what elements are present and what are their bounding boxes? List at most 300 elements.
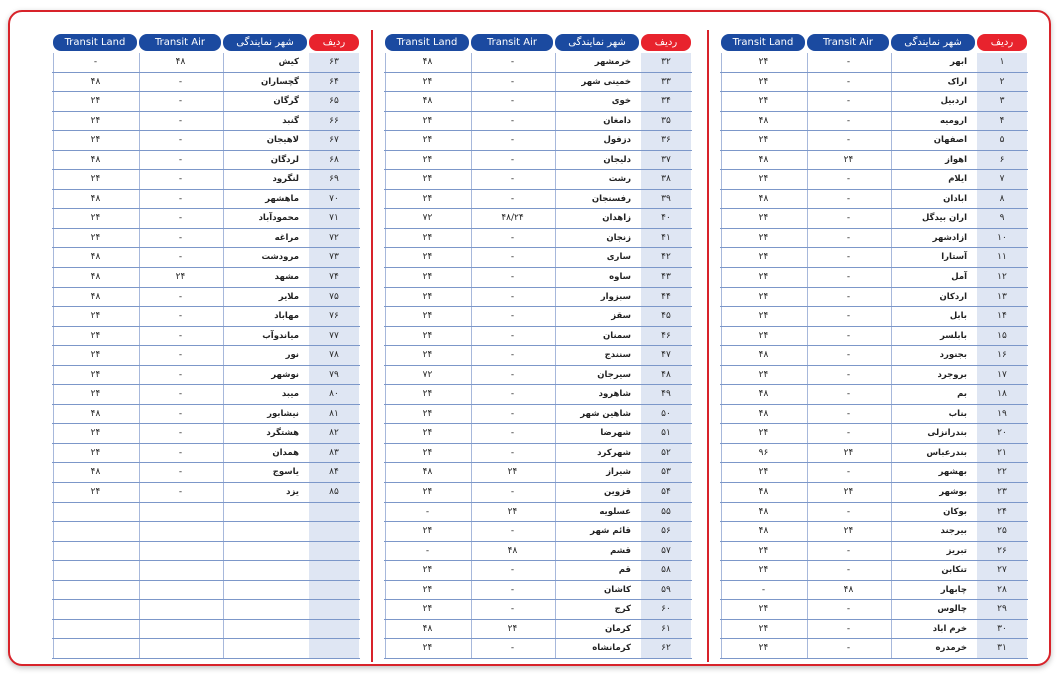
transit-air-value: -: [139, 73, 221, 92]
transit-land-value: ۲۴: [385, 385, 469, 404]
table-row: [384, 288, 692, 308]
row-index: ۵۴: [641, 483, 691, 502]
transit-air-value: ۲۴: [807, 483, 889, 502]
row-index: ۷۸: [309, 346, 359, 365]
city-name: بابل: [891, 307, 975, 326]
table-row: [384, 385, 692, 405]
transit-air-value: [139, 561, 221, 580]
transit-land-value: ۴۸: [721, 503, 805, 522]
row-index: ۷۹: [309, 366, 359, 385]
city-name: اصفهان: [891, 131, 975, 150]
table-row: [384, 503, 692, 523]
city-name: رشت: [555, 170, 639, 189]
transit-land-value: ۲۴: [721, 463, 805, 482]
city-name: آمل: [891, 268, 975, 287]
row-index: ۳۲: [641, 53, 691, 72]
table-row: [52, 112, 360, 132]
transit-land-value: [53, 561, 137, 580]
city-name: محمودآباد: [223, 209, 307, 228]
row-index: ۱۸: [977, 385, 1027, 404]
transit-air-value: -: [139, 92, 221, 111]
transit-air-value: -: [807, 639, 889, 658]
transit-air-value: -: [807, 190, 889, 209]
transit-land-value: ۲۴: [385, 131, 469, 150]
row-index: ۴۷: [641, 346, 691, 365]
table-row: [720, 73, 1028, 93]
table-row: [720, 288, 1028, 308]
table-row: [52, 327, 360, 347]
row-index: ۶۸: [309, 151, 359, 170]
table-frame: [8, 10, 1051, 666]
transit-land-value: [53, 620, 137, 639]
transit-air-value: -: [807, 600, 889, 619]
transit-land-value: ۴۸: [53, 463, 137, 482]
row-index: ۷: [977, 170, 1027, 189]
city-name: سبزوار: [555, 288, 639, 307]
city-name: هشتگرد: [223, 424, 307, 443]
row-index: ۴۹: [641, 385, 691, 404]
city-name: بوکان: [891, 503, 975, 522]
table-row: [720, 346, 1028, 366]
city-name: ارومیه: [891, 112, 975, 131]
transit-air-value: -: [807, 53, 889, 72]
city-name: [223, 639, 307, 658]
table-row: [384, 600, 692, 620]
row-index: ۸۲: [309, 424, 359, 443]
row-index: ۴۱: [641, 229, 691, 248]
transit-air-value: [139, 581, 221, 600]
table-row: [52, 444, 360, 464]
header-index: ردیف: [977, 34, 1027, 51]
city-name: [223, 542, 307, 561]
city-name: ساوه: [555, 268, 639, 287]
transit-air-value: ۲۴: [471, 503, 553, 522]
row-index: [309, 561, 359, 580]
header-city: شهر نمایندگی: [555, 34, 639, 51]
table-row: [384, 73, 692, 93]
transit-land-value: ۲۴: [53, 424, 137, 443]
table-row: [720, 366, 1028, 386]
table-row: [52, 463, 360, 483]
row-index: ۵۹: [641, 581, 691, 600]
city-name: بندرانزلی: [891, 424, 975, 443]
transit-air-value: ۴۸: [807, 581, 889, 600]
table-row: [52, 522, 360, 542]
transit-air-value: -: [471, 600, 553, 619]
transit-land-value: ۴۸: [385, 463, 469, 482]
table-row: [720, 92, 1028, 112]
transit-land-value: ۲۴: [385, 346, 469, 365]
transit-air-value: -: [807, 366, 889, 385]
transit-air-value: -: [139, 209, 221, 228]
city-name: دلیجان: [555, 151, 639, 170]
city-name: همدان: [223, 444, 307, 463]
table-row: [384, 424, 692, 444]
row-index: ۲۰: [977, 424, 1027, 443]
panel-3: [52, 34, 360, 659]
table-row: [52, 483, 360, 503]
transit-air-value: -: [471, 424, 553, 443]
transit-air-value: ۲۴: [471, 463, 553, 482]
transit-land-value: ۲۴: [721, 170, 805, 189]
transit-air-value: ۴۸/۲۴: [471, 209, 553, 228]
table-row: [384, 190, 692, 210]
row-index: ۵۷: [641, 542, 691, 561]
table-row: [720, 561, 1028, 581]
transit-land-value: ۲۴: [53, 483, 137, 502]
row-index: ۸۰: [309, 385, 359, 404]
transit-air-value: -: [807, 385, 889, 404]
table-row: [720, 131, 1028, 151]
city-name: شهرکرد: [555, 444, 639, 463]
row-index: ۲۸: [977, 581, 1027, 600]
row-index: ۵۸: [641, 561, 691, 580]
table-row: [384, 444, 692, 464]
transit-land-value: ۲۴: [385, 248, 469, 267]
row-index: ۸: [977, 190, 1027, 209]
table-row: [720, 424, 1028, 444]
city-name: [223, 581, 307, 600]
table-row: [720, 112, 1028, 132]
table-row: [720, 639, 1028, 659]
city-name: زنجان: [555, 229, 639, 248]
transit-land-value: ۴۸: [53, 248, 137, 267]
row-index: ۳۱: [977, 639, 1027, 658]
transit-air-value: -: [807, 209, 889, 228]
header-index: ردیف: [641, 34, 691, 51]
transit-land-value: ۲۴: [53, 366, 137, 385]
transit-land-value: ۴۸: [53, 405, 137, 424]
transit-air-value: -: [807, 288, 889, 307]
transit-land-value: ۴۸: [721, 405, 805, 424]
row-index: ۱۹: [977, 405, 1027, 424]
city-name: ازادشهر: [891, 229, 975, 248]
transit-air-value: ۲۴: [471, 620, 553, 639]
city-name: سقز: [555, 307, 639, 326]
row-index: ۴۸: [641, 366, 691, 385]
row-index: ۶۰: [641, 600, 691, 619]
transit-land-value: [53, 542, 137, 561]
city-name: بروجرد: [891, 366, 975, 385]
transit-air-value: -: [807, 424, 889, 443]
row-index: ۱۴: [977, 307, 1027, 326]
city-name: لاهیجان: [223, 131, 307, 150]
transit-land-value: ۴۸: [53, 73, 137, 92]
table-row: [52, 503, 360, 523]
transit-land-value: [53, 581, 137, 600]
table-row: [384, 268, 692, 288]
transit-air-value: -: [471, 327, 553, 346]
transit-land-value: ۴۸: [721, 151, 805, 170]
transit-land-value: ۲۴: [385, 73, 469, 92]
transit-air-value: -: [807, 405, 889, 424]
table-row: [52, 229, 360, 249]
transit-land-value: ۲۴: [721, 639, 805, 658]
transit-land-value: -: [53, 53, 137, 72]
row-index: ۲۴: [977, 503, 1027, 522]
transit-land-value: ۲۴: [721, 73, 805, 92]
city-name: گنبد: [223, 112, 307, 131]
row-index: ۱۳: [977, 288, 1027, 307]
city-name: [223, 620, 307, 639]
city-name: ملایر: [223, 288, 307, 307]
table-row: [384, 131, 692, 151]
row-index: ۶۵: [309, 92, 359, 111]
transit-air-value: ۲۴: [807, 522, 889, 541]
city-name: لنگرود: [223, 170, 307, 189]
transit-air-value: -: [471, 444, 553, 463]
table-row: [720, 483, 1028, 503]
transit-land-value: ۴۸: [721, 346, 805, 365]
transit-land-value: ۲۴: [721, 209, 805, 228]
transit-air-value: -: [471, 268, 553, 287]
table-row: [52, 53, 360, 73]
row-index: ۶: [977, 151, 1027, 170]
row-index: ۱۵: [977, 327, 1027, 346]
transit-land-value: ۲۴: [385, 444, 469, 463]
transit-air-value: -: [139, 229, 221, 248]
row-index: ۸۳: [309, 444, 359, 463]
transit-land-value: ۲۴: [53, 385, 137, 404]
transit-land-value: ۲۴: [385, 600, 469, 619]
table-row: [720, 53, 1028, 73]
city-name: آستارا: [891, 248, 975, 267]
city-name: بم: [891, 385, 975, 404]
table-row: [52, 346, 360, 366]
transit-land-value: ۲۴: [721, 307, 805, 326]
table-row: [52, 170, 360, 190]
header-transit-land: Transit Land: [53, 34, 137, 51]
city-name: بابلسر: [891, 327, 975, 346]
transit-land-value: ۴۸: [385, 53, 469, 72]
transit-land-value: ۲۴: [721, 542, 805, 561]
row-index: ۸۱: [309, 405, 359, 424]
city-name: ابهر: [891, 53, 975, 72]
transit-air-value: -: [471, 405, 553, 424]
panel-2: [384, 34, 692, 659]
table-row: [384, 522, 692, 542]
transit-land-value: ۲۴: [385, 288, 469, 307]
city-name: بندرعباس: [891, 444, 975, 463]
transit-land-value: ۴۸: [53, 151, 137, 170]
city-name: سنندج: [555, 346, 639, 365]
table-row: [384, 170, 692, 190]
transit-air-value: -: [471, 151, 553, 170]
transit-land-value: ۲۴: [721, 327, 805, 346]
city-name: اردبیل: [891, 92, 975, 111]
table-row: [720, 385, 1028, 405]
transit-land-value: ۲۴: [721, 268, 805, 287]
row-index: ۵: [977, 131, 1027, 150]
transit-land-value: ۴۸: [721, 385, 805, 404]
row-index: ۲۶: [977, 542, 1027, 561]
city-name: میبد: [223, 385, 307, 404]
row-index: ۵۳: [641, 463, 691, 482]
transit-land-value: -: [721, 581, 805, 600]
table-row: [720, 405, 1028, 425]
city-name: [223, 561, 307, 580]
row-index: ۳: [977, 92, 1027, 111]
transit-air-value: -: [471, 112, 553, 131]
row-index: ۷۷: [309, 327, 359, 346]
table-row: [720, 268, 1028, 288]
transit-land-value: ۲۴: [385, 229, 469, 248]
table-row: [720, 190, 1028, 210]
table-row: [720, 522, 1028, 542]
transit-air-value: -: [807, 542, 889, 561]
transit-air-value: -: [807, 92, 889, 111]
table-row: [384, 151, 692, 171]
row-index: ۲۷: [977, 561, 1027, 580]
transit-land-value: ۲۴: [721, 620, 805, 639]
transit-land-value: ۹۶: [721, 444, 805, 463]
table-row: [384, 405, 692, 425]
row-index: ۱۲: [977, 268, 1027, 287]
table-row: [720, 444, 1028, 464]
table-header: [720, 34, 1028, 51]
transit-air-value: -: [139, 346, 221, 365]
city-name: قشم: [555, 542, 639, 561]
transit-land-value: ۴۸: [721, 112, 805, 131]
transit-air-value: -: [139, 366, 221, 385]
transit-land-value: ۴۸: [385, 92, 469, 111]
table-row: [720, 170, 1028, 190]
transit-land-value: ۲۴: [721, 424, 805, 443]
row-index: ۱۱: [977, 248, 1027, 267]
city-name: بهشهر: [891, 463, 975, 482]
table-row: [384, 53, 692, 73]
table-row: [384, 248, 692, 268]
city-name: گچساران: [223, 73, 307, 92]
city-name: نور: [223, 346, 307, 365]
table-row: [384, 463, 692, 483]
row-index: ۷۲: [309, 229, 359, 248]
city-name: دزفول: [555, 131, 639, 150]
transit-air-value: ۲۴: [807, 444, 889, 463]
row-index: ۶۲: [641, 639, 691, 658]
city-name: تنکابن: [891, 561, 975, 580]
transit-land-value: ۲۴: [385, 327, 469, 346]
table-row: [52, 405, 360, 425]
column-separator: [371, 30, 373, 662]
table-row: [52, 248, 360, 268]
transit-land-value: ۲۴: [385, 561, 469, 580]
transit-land-value: ۷۲: [385, 209, 469, 228]
city-name: خوی: [555, 92, 639, 111]
transit-air-value: -: [471, 248, 553, 267]
row-index: ۷۵: [309, 288, 359, 307]
row-index: ۶۹: [309, 170, 359, 189]
table-row: [384, 112, 692, 132]
city-name: میاندوآب: [223, 327, 307, 346]
row-index: ۶۴: [309, 73, 359, 92]
table-row: [720, 229, 1028, 249]
city-name: زاهدان: [555, 209, 639, 228]
city-name: نوشهر: [223, 366, 307, 385]
row-index: ۴۲: [641, 248, 691, 267]
city-name: قائم شهر: [555, 522, 639, 541]
city-name: بوشهر: [891, 483, 975, 502]
table-row: [384, 327, 692, 347]
city-name: کرمان: [555, 620, 639, 639]
table-row: [52, 600, 360, 620]
transit-land-value: [53, 639, 137, 658]
transit-air-value: -: [471, 366, 553, 385]
row-index: ۳۹: [641, 190, 691, 209]
row-index: ۳۷: [641, 151, 691, 170]
transit-air-value: -: [471, 522, 553, 541]
transit-land-value: ۲۴: [721, 248, 805, 267]
transit-land-value: ۲۴: [385, 190, 469, 209]
row-index: ۵۶: [641, 522, 691, 541]
transit-air-value: -: [807, 463, 889, 482]
transit-air-value: -: [471, 288, 553, 307]
row-index: ۲۳: [977, 483, 1027, 502]
table-row: [52, 639, 360, 659]
row-index: ۷۱: [309, 209, 359, 228]
row-index: ۶۷: [309, 131, 359, 150]
row-index: ۴۳: [641, 268, 691, 287]
transit-land-value: ۲۴: [721, 561, 805, 580]
transit-air-value: -: [471, 229, 553, 248]
city-name: سمنان: [555, 327, 639, 346]
city-name: ابادان: [891, 190, 975, 209]
transit-air-value: -: [807, 346, 889, 365]
city-name: اردکان: [891, 288, 975, 307]
table-row: [384, 209, 692, 229]
transit-land-value: ۲۴: [53, 229, 137, 248]
transit-land-value: ۲۴: [385, 639, 469, 658]
transit-air-value: [139, 503, 221, 522]
transit-air-value: ۴۸: [471, 542, 553, 561]
table-row: [720, 209, 1028, 229]
transit-land-value: ۲۴: [385, 522, 469, 541]
city-name: بیرجند: [891, 522, 975, 541]
row-index: ۲۱: [977, 444, 1027, 463]
transit-air-value: -: [471, 73, 553, 92]
transit-land-value: ۲۴: [385, 170, 469, 189]
row-index: [309, 503, 359, 522]
row-index: ۸۵: [309, 483, 359, 502]
table-row: [384, 620, 692, 640]
transit-air-value: [139, 542, 221, 561]
table-row: [52, 385, 360, 405]
table-row: [384, 346, 692, 366]
transit-land-value: ۲۴: [721, 53, 805, 72]
city-name: خمینی شهر: [555, 73, 639, 92]
transit-air-value: [139, 522, 221, 541]
table-row: [52, 620, 360, 640]
city-name: خرمدره: [891, 639, 975, 658]
city-name: دامغان: [555, 112, 639, 131]
transit-air-value: -: [471, 346, 553, 365]
row-index: ۹: [977, 209, 1027, 228]
city-name: اهواز: [891, 151, 975, 170]
transit-air-value: ۲۴: [807, 151, 889, 170]
row-index: ۱: [977, 53, 1027, 72]
row-index: [309, 542, 359, 561]
row-index: ۴۶: [641, 327, 691, 346]
row-index: [309, 522, 359, 541]
transit-air-value: -: [139, 190, 221, 209]
row-index: ۵۵: [641, 503, 691, 522]
city-name: بجنورد: [891, 346, 975, 365]
transit-land-value: ۲۴: [385, 581, 469, 600]
transit-land-value: ۴۸: [385, 620, 469, 639]
city-name: کیش: [223, 53, 307, 72]
transit-land-value: ۲۴: [385, 483, 469, 502]
table-row: [720, 600, 1028, 620]
